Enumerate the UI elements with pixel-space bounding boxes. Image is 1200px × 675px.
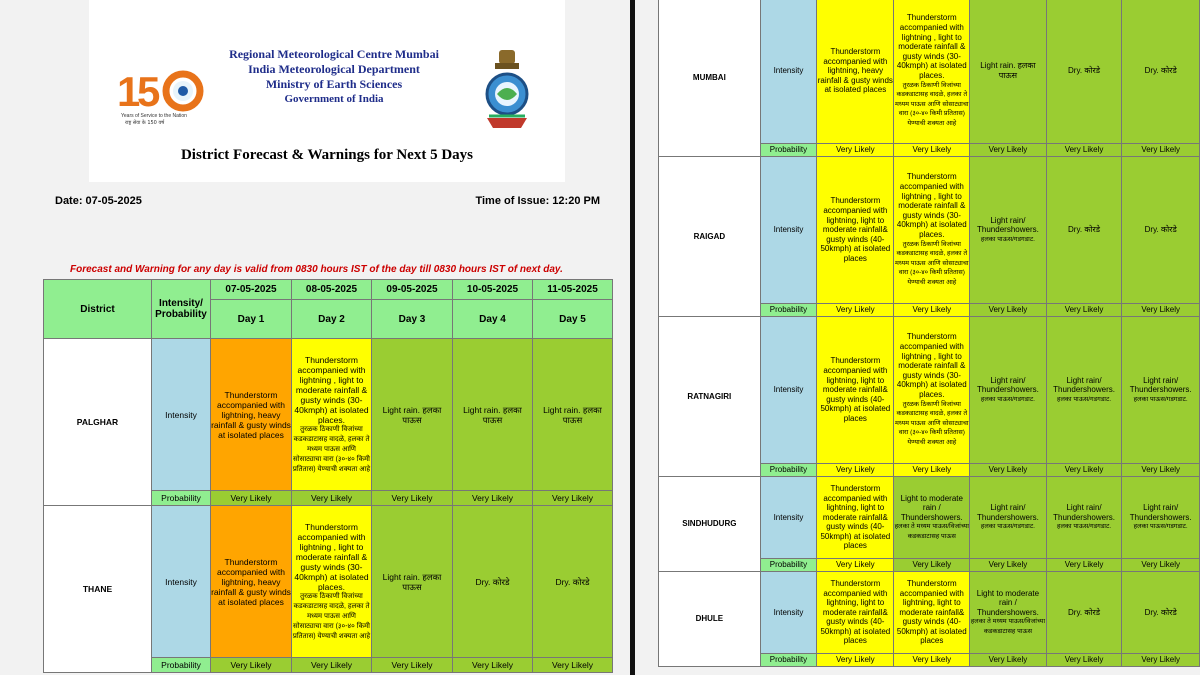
svg-text:1: 1 — [117, 68, 141, 115]
intensity-label: Intensity — [152, 339, 211, 491]
svg-text:राष्ट्र सेवा के 150 वर्ष: राष्ट्र सेवा के 150 वर्ष — [125, 120, 165, 126]
forecast-cell: Light rain/ Thundershowers. हलका पाऊस/गडगडाट. — [1122, 317, 1200, 464]
svg-text:Years of Service to the Nation: Years of Service to the Nation — [121, 113, 187, 119]
probability-cell: Very Likely — [817, 559, 894, 572]
forecast-cell: Thunderstorm accompanied with lightning, light to moderate rainfall& gusty winds (40-50kmph) at isolated places — [817, 477, 894, 559]
probability-cell: Very Likely — [372, 491, 453, 506]
table-row — [659, 572, 1200, 654]
org-line: Ministry of Earth Sciences — [265, 77, 403, 91]
probability-cell: Very Likely — [817, 464, 894, 477]
forecast-cell: Light rain/ Thundershowers. हलका पाऊस/गडगडाट. — [1046, 317, 1122, 464]
probability-cell: Very Likely — [292, 658, 372, 673]
probability-cell: Very Likely — [1122, 464, 1200, 477]
probability-cell: Very Likely — [292, 491, 372, 506]
forecast-cell: Light rain/ Thundershowers. हलका पाऊस/गडगडाट. — [970, 157, 1047, 304]
forecast-cell: Light rain. हलका पाऊस — [372, 339, 453, 491]
forecast-cell: Thunderstorm accompanied with lightning , light to moderate rainfall & gusty winds (30-40kmph) at isolated places. तुरळक ठिकाणी विजांच्या कडकडाटासह वादळे, हलका ते मध्यम पाऊस आणि सोसाट्याचा वारा (३०-४० किमी प्रतितास) येण्याची शक्यता आहे — [894, 317, 970, 464]
district-name: MUMBAI — [659, 0, 761, 157]
intensity-label: Intensity — [152, 506, 211, 658]
forecast-cell: Light rain. हलका पाऊस — [372, 506, 453, 658]
probability-cell: Very Likely — [817, 654, 894, 667]
intensity-label: Intensity — [760, 0, 817, 144]
probability-label: Probability — [760, 144, 817, 157]
forecast-cell: Dry. कोरडे — [453, 506, 533, 658]
district-header: District — [44, 280, 152, 339]
forecast-cell: Thunderstorm accompanied with lightning , light to moderate rainfall & gusty winds (30-40kmph) at isolated places. तुरळक ठिकाणी विजांच्या कडकडाटासह वादळे, हलका ते मध्यम पाऊस आणि सोसाट्याचा वारा (३०-४० किमी प्रतितास) येण्याची शक्यता आहे — [894, 157, 970, 304]
probability-label: Probability — [760, 559, 817, 572]
probability-cell: Very Likely — [970, 559, 1047, 572]
intensity-label: Intensity — [760, 317, 817, 464]
forecast-cell: Light rain/ Thundershowers. हलका पाऊस/गडगडाट. — [1122, 477, 1200, 559]
district-name: THANE — [44, 506, 152, 673]
probability-cell: Very Likely — [453, 658, 533, 673]
probability-cell: Very Likely — [1046, 304, 1122, 317]
day-header: Day 3 — [372, 300, 453, 339]
forecast-cell: Thunderstorm accompanied with lightning, light to moderate rainfall& gusty winds (40-50kmph) at isolated places — [894, 572, 970, 654]
forecast-cell: Thunderstorm accompanied with lightning, heavy rainfall & gusty winds at isolated places — [211, 506, 292, 658]
forecast-cell: Light rain. हलका पाऊस — [533, 339, 613, 491]
forecast-cell: Light to moderate rain / Thundershowers. हलका ते मध्यम पाऊस/विजांच्या कडकडाटासह पाऊस — [894, 477, 970, 559]
forecast-cell: Dry. कोरडे — [1046, 157, 1122, 304]
probability-cell: Very Likely — [453, 491, 533, 506]
date-header: 07-05-2025 — [211, 280, 292, 300]
probability-label: Probability — [152, 658, 211, 673]
probability-cell: Very Likely — [211, 658, 292, 673]
org-line: Regional Meteorological Centre Mumbai — [229, 47, 439, 61]
probability-cell: Very Likely — [1122, 304, 1200, 317]
intensity-probability-header: Intensity/ Probability — [152, 280, 211, 339]
probability-cell: Very Likely — [1046, 654, 1122, 667]
probability-cell: Very Likely — [1046, 559, 1122, 572]
probability-label: Probability — [760, 464, 817, 477]
svg-text:5: 5 — [137, 68, 161, 115]
forecast-cell: Light rain. हलका पाऊस — [970, 0, 1047, 144]
forecast-cell: Thunderstorm accompanied with lightning, heavy rainfall & gusty winds at isolated places — [211, 339, 292, 491]
issue-date: Date: 07-05-2025 — [55, 195, 142, 207]
forecast-table-left — [43, 279, 613, 673]
probability-label: Probability — [152, 491, 211, 506]
time-of-issue: Time of Issue: 12:20 PM — [475, 195, 600, 207]
district-name: DHULE — [659, 572, 761, 667]
forecast-cell: Dry. कोरडे — [1046, 0, 1122, 144]
probability-cell: Very Likely — [970, 304, 1047, 317]
date-header: 10-05-2025 — [453, 280, 533, 300]
forecast-cell: Dry. कोरडे — [1122, 572, 1200, 654]
forecast-cell: Dry. कोरडे — [1122, 0, 1200, 144]
org-line: India Meteorological Department — [248, 62, 420, 76]
probability-cell: Very Likely — [970, 144, 1047, 157]
probability-cell: Very Likely — [533, 658, 613, 673]
date-header: 09-05-2025 — [372, 280, 453, 300]
probability-cell: Very Likely — [1122, 559, 1200, 572]
district-name: SINDHUDURG — [659, 477, 761, 572]
probability-cell: Very Likely — [894, 144, 970, 157]
forecast-table-right — [658, 0, 1200, 667]
probability-cell: Very Likely — [372, 658, 453, 673]
probability-cell: Very Likely — [1122, 654, 1200, 667]
probability-cell: Very Likely — [894, 304, 970, 317]
forecast-cell: Thunderstorm accompanied with lightning, heavy rainfall & gusty winds at isolated places — [817, 0, 894, 144]
table-row — [659, 477, 1200, 559]
district-name: PALGHAR — [44, 339, 152, 506]
probability-cell: Very Likely — [211, 491, 292, 506]
org-line: Government of India — [284, 93, 384, 105]
validity-note: Forecast and Warning for any day is valid from 0830 hours IST of the day till 0830 hours IST of next day. — [70, 264, 563, 275]
table-row — [44, 339, 613, 491]
probability-cell: Very Likely — [970, 464, 1047, 477]
forecast-cell: Thunderstorm accompanied with lightning, light to moderate rainfall& gusty winds (40-50kmph) at isolated places — [817, 157, 894, 304]
right-page — [635, 0, 1200, 675]
table-row — [44, 506, 613, 658]
forecast-cell: Dry. कोरडे — [1122, 157, 1200, 304]
day-header: Day 4 — [453, 300, 533, 339]
probability-cell: Very Likely — [894, 464, 970, 477]
forecast-cell: Dry. कोरडे — [533, 506, 613, 658]
probability-cell: Very Likely — [894, 559, 970, 572]
forecast-cell: Light to moderate rain / Thundershowers. हलका ते मध्यम पाऊस/विजांच्या कडकडाटासह पाऊस — [970, 572, 1047, 654]
probability-cell: Very Likely — [1046, 144, 1122, 157]
forecast-cell: Thunderstorm accompanied with lightning , light to moderate rainfall & gusty winds (30-40kmph) at isolated places. तुरळक ठिकाणी विजांच्या कडकडाटासह वादळे, हलका ते मध्यम पाऊस आणि सोसाट्याचा वारा (३०-४० किमी प्रतितास) येण्याची शक्यता आहे — [894, 0, 970, 144]
probability-cell: Very Likely — [817, 304, 894, 317]
intensity-label: Intensity — [760, 572, 817, 654]
district-name: RAIGAD — [659, 157, 761, 317]
probability-cell: Very Likely — [533, 491, 613, 506]
intensity-label: Intensity — [760, 477, 817, 559]
probability-cell: Very Likely — [894, 654, 970, 667]
probability-cell: Very Likely — [1122, 144, 1200, 157]
forecast-cell: Light rain. हलका पाऊस — [453, 339, 533, 491]
probability-label: Probability — [760, 304, 817, 317]
table-row — [659, 157, 1200, 304]
forecast-cell: Thunderstorm accompanied with lightning, light to moderate rainfall& gusty winds (40-50kmph) at isolated places — [817, 317, 894, 464]
organisation-block — [209, 47, 459, 107]
forecast-cell: Thunderstorm accompanied with lightning, light to moderate rainfall& gusty winds (40-50kmph) at isolated places — [817, 572, 894, 654]
district-name: RATNAGIRI — [659, 317, 761, 477]
imd-emblem-icon — [481, 48, 533, 132]
forecast-cell: Light rain/ Thundershowers. हलका पाऊस/गडगडाट. — [970, 477, 1047, 559]
forecast-cell: Thunderstorm accompanied with lightning , light to moderate rainfall & gusty winds (30-40kmph) at isolated places. तुरळक ठिकाणी विजांच्या कडकडाटासह वादळे, हलका ते मध्यम पाऊस आणि सोसाट्याचा वारा (३०-४० किमी प्रतितास) येण्याची शक्यता आहे — [292, 506, 372, 658]
day-header: Day 2 — [292, 300, 372, 339]
table-row — [659, 317, 1200, 464]
probability-cell: Very Likely — [1046, 464, 1122, 477]
probability-label: Probability — [760, 654, 817, 667]
forecast-cell: Light rain/ Thundershowers. हलका पाऊस/गडगडाट. — [1046, 477, 1122, 559]
date-header: 08-05-2025 — [292, 280, 372, 300]
probability-cell: Very Likely — [970, 654, 1047, 667]
date-header: 11-05-2025 — [533, 280, 613, 300]
intensity-label: Intensity — [760, 157, 817, 304]
document-title: District Forecast & Warnings for Next 5 Days — [180, 147, 474, 163]
day-header: Day 5 — [533, 300, 613, 339]
forecast-cell: Dry. कोरडे — [1046, 572, 1122, 654]
table-row — [659, 0, 1200, 144]
day-header: Day 1 — [211, 300, 292, 339]
document-header — [89, 0, 565, 182]
probability-cell: Very Likely — [817, 144, 894, 157]
forecast-cell: Light rain/ Thundershowers. हलका पाऊस/गडगडाट. — [970, 317, 1047, 464]
imd-150-years-logo — [115, 64, 207, 128]
forecast-cell: Thunderstorm accompanied with lightning , light to moderate rainfall & gusty winds (30-40kmph) at isolated places. तुरळक ठिकाणी विजांच्या कडकडाटासह वादळे, हलका ते मध्यम पाऊस आणि सोसाट्याचा वारा (३०-४० किमी प्रतितास) येण्याची शक्यता आहे — [292, 339, 372, 491]
